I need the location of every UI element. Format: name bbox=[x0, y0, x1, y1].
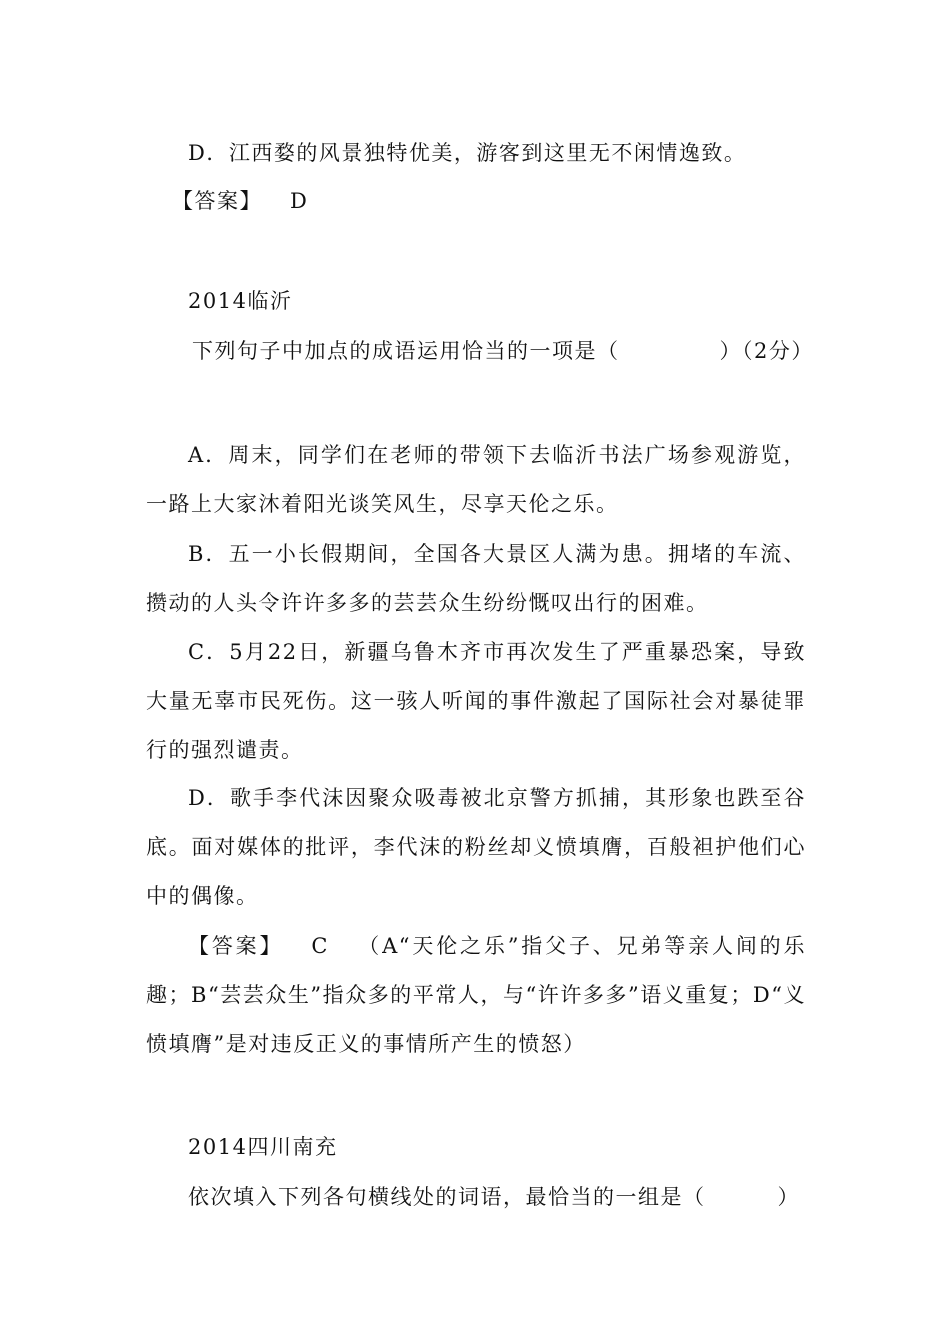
answer-value: D bbox=[290, 189, 309, 213]
question-head: 依次填入下列各句横线处的词语，最恰当的一组是（ bbox=[188, 1185, 706, 1209]
answer-value: C bbox=[311, 934, 329, 958]
option-d-jiangxi bbox=[188, 138, 808, 168]
source-label: 2014四川南充 bbox=[188, 1135, 338, 1159]
option-text: A．周末，同学们在老师的带领下去临沂书法广场参观游览，一路上大家沐着阳光谈笑风生，尽享天伦之乐。 bbox=[146, 443, 806, 516]
question-tail: ）（2分） bbox=[719, 339, 814, 363]
option-text: D．江西婺的风景独特优美，游客到这里无不闲情逸致。 bbox=[188, 141, 747, 165]
answer-linyi bbox=[146, 922, 806, 1069]
source-linyi bbox=[188, 286, 808, 316]
question-tail: ） bbox=[777, 1185, 800, 1209]
option-text: D．歌手李代沫因聚众吸毒被北京警方抓捕，其形象也跌至谷底。面对媒体的批评，李代沫的粉丝却义愤填膺，百般袒护他们心中的偶像。 bbox=[146, 786, 806, 908]
question-linyi bbox=[192, 336, 814, 366]
option-d-linyi bbox=[146, 774, 806, 921]
source-label: 2014临沂 bbox=[188, 289, 293, 313]
option-a-linyi bbox=[146, 431, 806, 529]
source-nanchong bbox=[188, 1132, 808, 1162]
option-text: C．5月22日，新疆乌鲁木齐市再次发生了严重暴恐案，导致大量无辜市民死伤。这一骇人听闻的事件激起了国际社会对暴徒罪行的强烈谴责。 bbox=[146, 640, 806, 762]
answer-line-1 bbox=[172, 186, 808, 216]
option-c-linyi bbox=[146, 628, 806, 775]
option-b-linyi bbox=[146, 530, 806, 628]
option-text: B．五一小长假期间，全国各大景区人满为患。拥堵的车流、攒动的人头令许许多多的芸芸众生纷纷慨叹出行的困难。 bbox=[146, 542, 806, 615]
answer-label: 【答案】 bbox=[188, 934, 284, 958]
question-head: 下列句子中加点的成语运用恰当的一项是（ bbox=[192, 339, 620, 363]
answer-label: 【答案】 bbox=[172, 189, 262, 213]
question-nanchong bbox=[188, 1182, 808, 1212]
answer-explanation: （A“天伦之乐”指父子、兄弟等亲人间的乐趣；B“芸芸众生”指众多的平常人，与“许许多多”语义重复；D“义愤填膺”是对违反正义的事情所产生的愤怒） bbox=[146, 934, 807, 1056]
